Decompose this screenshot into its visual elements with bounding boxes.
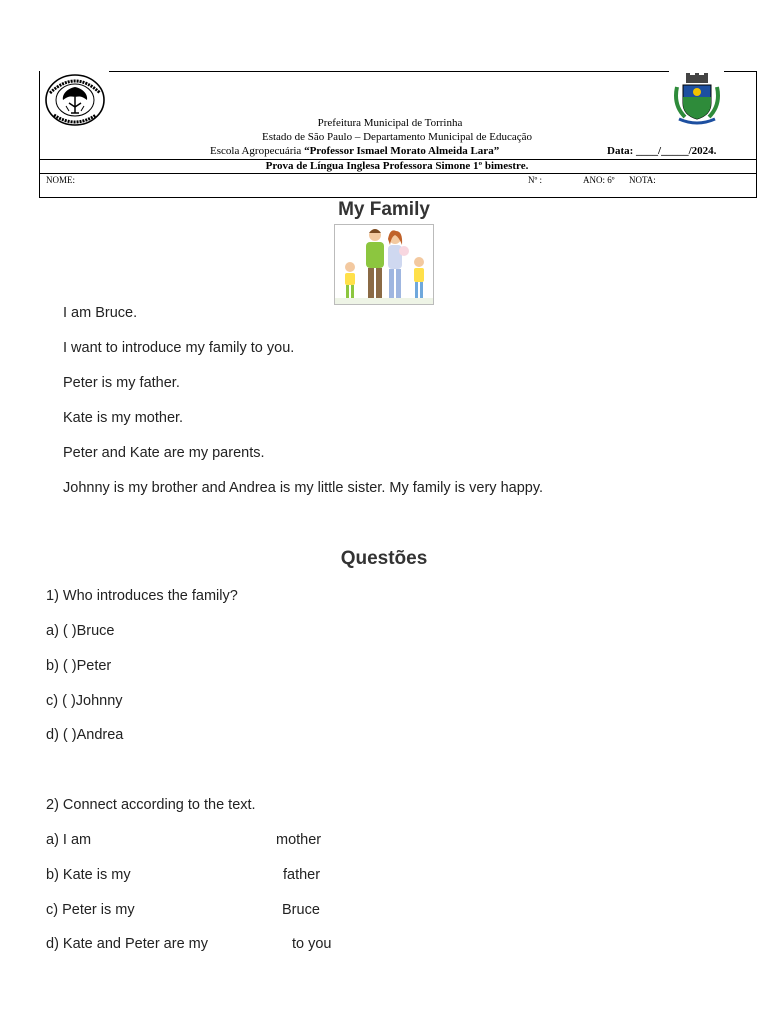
header-top-rule-right	[724, 71, 757, 72]
reading-title: My Family	[338, 199, 430, 220]
question-2-left-b: b) Kate is my	[46, 867, 131, 883]
family-illustration	[334, 224, 434, 305]
question-2-left-a: a) I am	[46, 832, 92, 848]
name-field[interactable]: NOME:	[46, 175, 75, 185]
question-1-option-c[interactable]: c) ( )Johnny	[46, 693, 123, 709]
year-label: ANO: 6º	[583, 175, 615, 185]
exam-title: Prova de Língua Inglesa Professora Simone 1º bimestre.	[265, 160, 529, 172]
question-2-left-c: c) Peter is my	[46, 902, 135, 918]
reading-line-1: I am Bruce.	[63, 305, 138, 321]
escola-prefix: Escola Agropecuária	[210, 145, 305, 157]
question-1-option-b[interactable]: b) ( )Peter	[46, 658, 112, 674]
header-line-estado: Estado de São Paulo – Departamento Municipal de Educação	[261, 131, 533, 143]
date-field[interactable]: Data: ____/_____/2024.	[607, 145, 717, 157]
reading-line-3: Peter is my father.	[63, 375, 180, 391]
header-line-prefeitura: Prefeitura Municipal de Torrinha	[317, 117, 463, 129]
question-2-right-4: to you	[292, 936, 332, 952]
header-line-escola	[210, 145, 499, 157]
number-field[interactable]: Nº :	[528, 175, 543, 185]
question-1-option-a[interactable]: a) ( )Bruce	[46, 623, 115, 639]
question-1-option-d[interactable]: d) ( )Andrea	[46, 727, 124, 743]
question-2-left-d: d) Kate and Peter are my	[46, 936, 208, 952]
reading-line-5: Peter and Kate are my parents.	[63, 445, 265, 461]
reading-line-4: Kate is my mother.	[63, 410, 184, 426]
header-bottom-rule	[39, 197, 757, 198]
header-divider-2	[39, 173, 757, 174]
questions-heading: Questões	[340, 548, 428, 569]
question-2-right-1: mother	[276, 832, 322, 848]
question-1-prompt: 1) Who introduces the family?	[46, 588, 238, 604]
escola-name: “Professor Ismael Morato Almeida Lara”	[304, 145, 500, 157]
reading-line-6: Johnny is my brother and Andrea is my little sister. My family is very happy.	[63, 480, 544, 496]
reading-line-2: I want to introduce my family to you.	[63, 340, 295, 356]
header-top-rule	[109, 71, 669, 72]
question-2-right-2: father	[283, 867, 321, 883]
grade-field[interactable]: NOTA:	[629, 175, 656, 185]
question-2-prompt: 2) Connect according to the text.	[46, 797, 256, 813]
question-2-right-3: Bruce	[282, 902, 320, 918]
